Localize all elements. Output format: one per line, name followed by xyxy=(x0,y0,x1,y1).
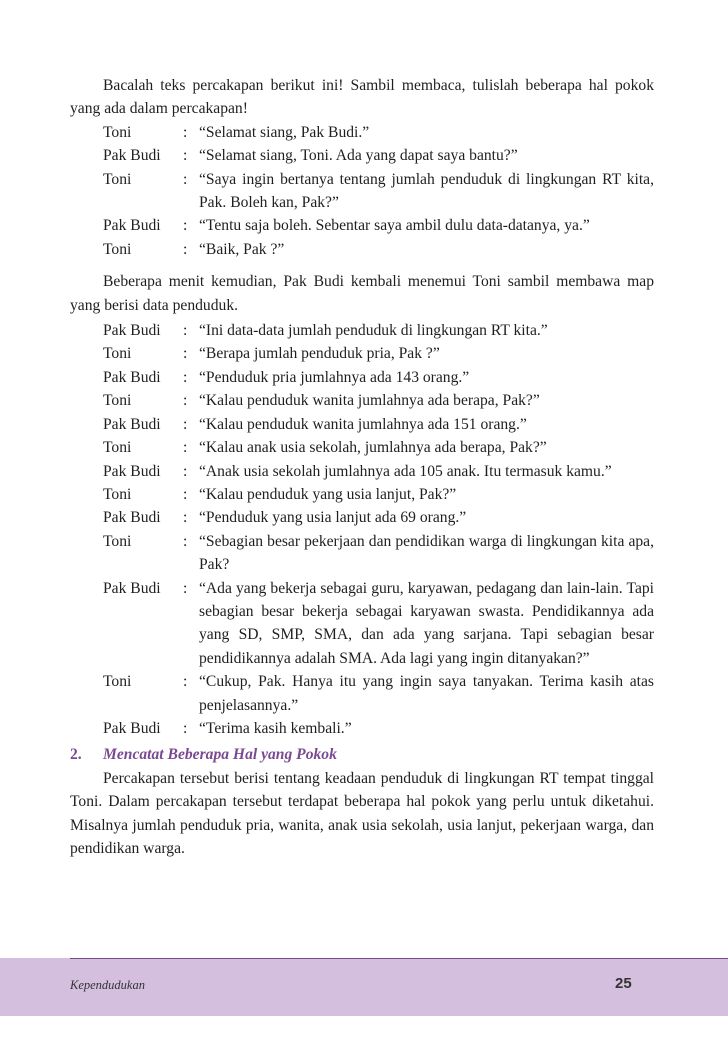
utterance: “Penduduk yang usia lanjut ada 69 orang.” xyxy=(199,509,467,527)
dialogue-line xyxy=(103,717,654,740)
speaker-colon: : xyxy=(183,509,188,527)
speaker-colon: : xyxy=(183,415,188,433)
dialogue-line xyxy=(103,577,654,671)
speaker-name: Pak Budi xyxy=(103,509,161,527)
speaker-colon: : xyxy=(183,217,188,235)
dialogue-line xyxy=(103,366,654,389)
dialogue-line xyxy=(103,389,654,412)
dialogue-line xyxy=(103,319,654,342)
dialogue-line xyxy=(103,121,654,144)
speaker-name: Pak Budi xyxy=(103,719,161,737)
utterance: “Berapa jumlah penduduk pria, Pak ?” xyxy=(199,345,440,363)
speaker-name: Pak Budi xyxy=(103,217,161,235)
speaker-name: Toni xyxy=(103,240,132,258)
speaker-name: Pak Budi xyxy=(103,579,161,597)
speaker-colon: : xyxy=(183,240,188,258)
speaker-colon: : xyxy=(183,579,188,597)
utterance: “Ini data-data jumlah penduduk di lingkungan RT kita.” xyxy=(199,322,548,340)
speaker-colon: : xyxy=(183,439,188,457)
section-body: Percakapan tersebut berisi tentang keadaan penduduk di lingkungan RT tempat tinggal Toni. Dalam percakapan tersebut terdapat beberapa hal pokok yang perlu untuk diketahui. Misalnya jumlah penduduk pria, wanita, anak usia sekolah, usia lanjut, pekerjaan warga, dan pendidikan warga. xyxy=(70,769,654,857)
intro-paragraph: Bacalah teks percakapan berikut ini! Sambil membaca, tulislah beberapa hal pokok yang ada dalam percakapan! xyxy=(70,77,654,118)
utterance: “Saya ingin bertanya tentang jumlah penduduk di lingkungan RT kita, Pak. Boleh kan, Pak?” xyxy=(199,170,654,212)
utterance: “Selamat siang, Pak Budi.” xyxy=(199,123,370,141)
narration-paragraph: Beberapa menit kemudian, Pak Budi kembali menemui Toni sambil membawa map yang berisi data penduduk. xyxy=(70,273,654,314)
dialogue-line xyxy=(103,168,654,215)
speaker-name: Pak Budi xyxy=(103,322,161,340)
speaker-colon: : xyxy=(183,147,188,165)
speaker-colon: : xyxy=(183,532,188,550)
section-number: 2. xyxy=(70,746,82,764)
speaker-name: Pak Budi xyxy=(103,147,161,165)
speaker-name: Toni xyxy=(103,345,132,363)
footer-chapter-title: Kependudukan xyxy=(70,978,145,992)
dialogue-line xyxy=(103,483,654,506)
speaker-colon: : xyxy=(183,462,188,480)
dialogue-line xyxy=(103,506,654,529)
utterance: “Ada yang bekerja sebagai guru, karyawan, pedagang dan lain-lain. Tapi sebagian besar bekerja sebagai karyawan swasta. Pendidikannya ada yang SD, SMP, SMA, dan ada yang sarjana. Tapi sebagian besar pendidikannya adalah SMA. Ada lagi yang ingin ditanyakan?” xyxy=(199,579,654,667)
dialogue-line xyxy=(103,413,654,436)
speaker-name: Toni xyxy=(103,439,132,457)
page-content xyxy=(70,74,654,860)
speaker-colon: : xyxy=(183,392,188,410)
speaker-name: Toni xyxy=(103,532,132,550)
speaker-name: Toni xyxy=(103,170,132,188)
speaker-colon: : xyxy=(183,322,188,340)
dialogue-block-1 xyxy=(103,121,654,261)
utterance: “Cukup, Pak. Hanya itu yang ingin saya tanyakan. Terima kasih atas penjelasannya.” xyxy=(199,673,654,714)
utterance: “Tentu saja boleh. Sebentar saya ambil dulu data-datanya, ya.” xyxy=(199,217,590,235)
dialogue-line xyxy=(103,342,654,365)
speaker-name: Pak Budi xyxy=(103,462,161,480)
dialogue-line xyxy=(103,214,654,237)
speaker-colon: : xyxy=(183,673,188,691)
dialogue-line xyxy=(103,530,654,577)
utterance: “Kalau anak usia sekolah, jumlahnya ada berapa, Pak?” xyxy=(199,439,547,457)
dialogue-line xyxy=(103,460,654,483)
utterance: “Anak usia sekolah jumlahnya ada 105 anak. Itu termasuk kamu.” xyxy=(199,462,612,480)
speaker-name: Toni xyxy=(103,673,132,691)
dialogue-line xyxy=(103,670,654,717)
footer-divider xyxy=(70,958,728,959)
dialogue-line xyxy=(103,144,654,167)
page-number: 25 xyxy=(615,975,632,992)
utterance: “Sebagian besar pekerjaan dan pendidikan warga di lingkungan kita apa, Pak? xyxy=(199,532,654,574)
speaker-colon: : xyxy=(183,368,188,386)
speaker-colon: : xyxy=(183,170,188,188)
speaker-colon: : xyxy=(183,345,188,363)
utterance: “Kalau penduduk wanita jumlahnya ada berapa, Pak?” xyxy=(199,392,540,410)
utterance: “Selamat siang, Toni. Ada yang dapat saya bantu?” xyxy=(199,147,518,165)
section-title: Mencatat Beberapa Hal yang Pokok xyxy=(103,746,337,764)
dialogue-line xyxy=(103,436,654,459)
speaker-colon: : xyxy=(183,719,188,737)
page-footer xyxy=(0,958,728,1016)
speaker-colon: : xyxy=(183,485,188,503)
speaker-name: Toni xyxy=(103,485,132,503)
dialogue-line xyxy=(103,238,654,261)
speaker-name: Pak Budi xyxy=(103,368,161,386)
utterance: “Kalau penduduk yang usia lanjut, Pak?” xyxy=(199,485,457,503)
speaker-name: Toni xyxy=(103,392,132,410)
speaker-colon: : xyxy=(183,123,188,141)
utterance: “Penduduk pria jumlahnya ada 143 orang.” xyxy=(199,368,470,386)
utterance: “Terima kasih kembali.” xyxy=(199,719,352,737)
section-heading xyxy=(70,743,654,766)
dialogue-block-2 xyxy=(103,319,654,740)
utterance: “Kalau penduduk wanita jumlahnya ada 151 orang.” xyxy=(199,415,527,433)
speaker-name: Toni xyxy=(103,123,132,141)
utterance: “Baik, Pak ?” xyxy=(199,240,285,258)
speaker-name: Pak Budi xyxy=(103,415,161,433)
